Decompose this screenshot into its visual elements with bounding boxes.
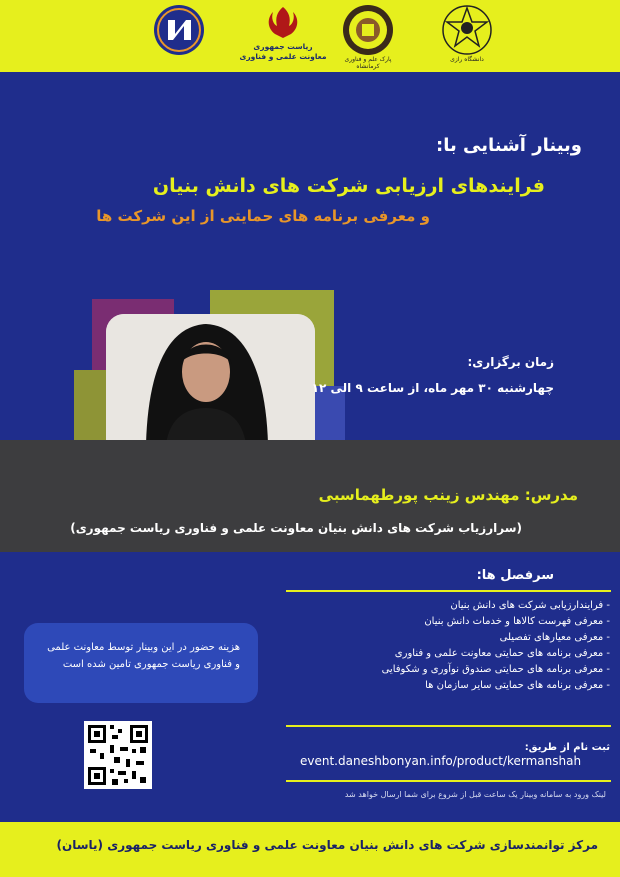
instructor-photo: [106, 314, 315, 444]
park-seal-icon: [342, 4, 394, 56]
park-caption: پارک علم و فناوری کرمانشاه: [344, 56, 392, 71]
schedule-value: چهارشنبه ۳۰ مهر ماه، از ساعت ۹ الی ۱۲: [311, 381, 554, 395]
footer-bar: [0, 822, 620, 877]
title-sub: و معرفی برنامه های حمایتی از این شرکت ها: [96, 207, 430, 225]
divider-line: [286, 780, 611, 782]
divider-line: [286, 590, 611, 592]
kermanshah-park-logo: [338, 4, 398, 70]
presidency-caption-1: ریاست جمهوری: [253, 42, 313, 51]
registration-title: ثبت نام از طریق:: [524, 742, 610, 753]
outline-list: [290, 598, 610, 694]
registration-link[interactable]: event.daneshbonyan.info/product/kermanshah: [300, 754, 582, 768]
logo-bar: [0, 0, 620, 72]
presidency-caption-2: معاونت علمی و فناوری: [239, 51, 327, 61]
footer-text: مرکز توانمندسازی شرکت های دانش بنیان معاونت علمی و فناوری ریاست جمهوری (یاسان): [56, 838, 598, 852]
razi-seal-icon: [441, 4, 493, 56]
outline-item: - معرفی برنامه های حمایتی صندوق نوآوری و شکوفایی: [381, 664, 610, 675]
outline-title: سرفصل ها:: [476, 568, 554, 583]
sponsor-note: هزینه حضور در این وبینار توسط معاونت علمی و فناوری ریاست جمهوری تامین شده است: [47, 642, 240, 670]
outline-item: - معرفی برنامه های حمایتی سایر سازمان ها: [425, 680, 610, 691]
outline-item: - معرفی معیارهای تفصیلی: [499, 632, 610, 643]
divider-line: [286, 725, 611, 727]
razi-caption: دانشگاه رازی: [450, 56, 484, 63]
instructor-portrait-icon: [106, 314, 315, 444]
outline-item: - معرفی فهرست کالاها و خدمات دانش بنیان: [424, 616, 610, 627]
outline-item: - معرفی برنامه های حمایتی معاونت علمی و فناوری: [394, 648, 610, 659]
iran-emblem-icon: [263, 4, 303, 42]
knowledge-based-logo: [153, 4, 205, 56]
title-main: فرایندهای ارزیابی شرکت های دانش بنیان: [152, 175, 545, 197]
razi-university-logo: [432, 4, 502, 63]
login-note: لینک ورود به سامانه وبینار یک ساعت قبل از شروع برای شما ارسال خواهد شد: [344, 790, 606, 799]
presidency-logo: [238, 4, 328, 62]
schedule-label: زمان برگزاری:: [467, 355, 554, 369]
knowledge-based-icon: [153, 4, 205, 56]
outline-item: - فرایندارزیابی شرکت های دانش بنیان: [450, 600, 610, 611]
instructor-role: (سرارزیاب شرکت های دانش بنیان معاونت علمی و فناوری ریاست جمهوری): [70, 521, 522, 535]
qr-code[interactable]: [84, 721, 152, 789]
instructor-name: مدرس: مهندس زینب پورطهماسبی: [318, 486, 578, 504]
qr-code-icon: [84, 721, 152, 789]
sponsor-box: [24, 623, 258, 703]
title-intro: وبینار آشنایی با:: [436, 135, 582, 156]
